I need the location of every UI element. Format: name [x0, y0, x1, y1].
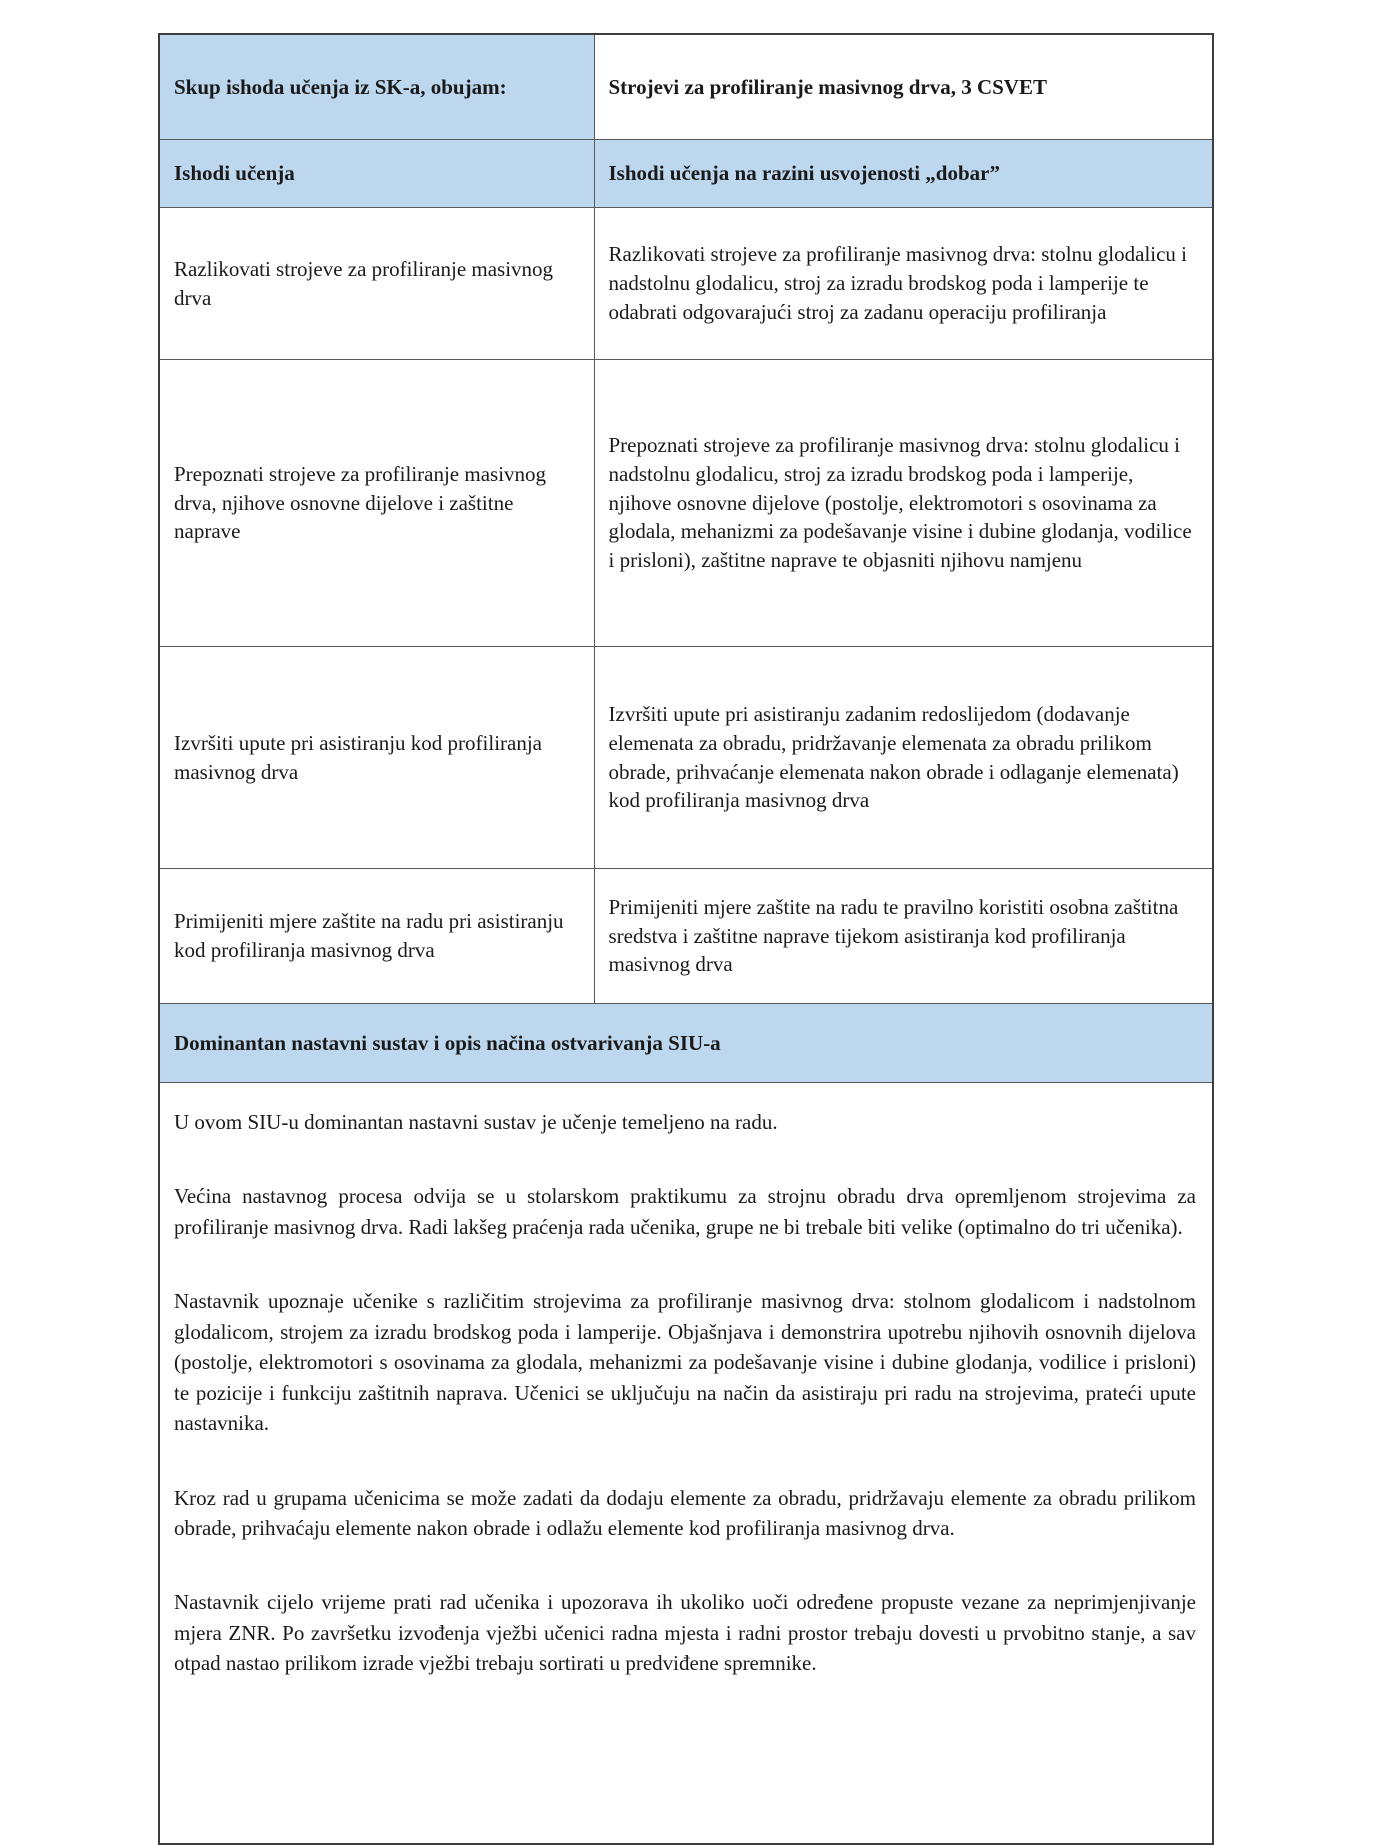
outcome-cell: Izvršiti upute pri asistiranju kod profiliranja masivnog drva: [159, 647, 594, 869]
table-row: [159, 869, 1213, 1004]
column-header-outcomes: Ishodi učenja: [159, 140, 594, 208]
outcome-detail-cell: Prepoznati strojeve za profiliranje masivnog drva: stolnu glodalicu i nadstolnu glodalicu, stroj za izradu brodskog poda i lamperije, njihove osnovne dijelove (postolje, elektromotori s osovinama za glodala, mehanizmi za podešavanje visine i dubine glodanja, vodilice i prisloni), zaštitne naprave te objasniti njihovu namjenu: [594, 360, 1213, 647]
section-body-row: [159, 1083, 1213, 1845]
outcome-detail-cell: Primijeniti mjere zaštite na radu te pravilno koristiti osobna zaštitna sredstva i zaštitne naprave tijekom asistiranja kod profiliranja masivnog drva: [594, 869, 1213, 1004]
outcome-cell: Prepoznati strojeve za profiliranje masivnog drva, njihove osnovne dijelove i zaštitne naprave: [159, 360, 594, 647]
column-header-row: [159, 140, 1213, 208]
section-paragraph: Većina nastavnog procesa odvija se u stolarskom praktikumu za strojnu obradu drva opremljenom strojevima za profiliranje masivnog drva. Radi lakšeg praćenja rada učenika, grupe ne bi trebale biti velike (optimalno do tri učenika).: [174, 1184, 1196, 1239]
outcome-detail-cell: Razlikovati strojeve za profiliranje masivnog drva: stolnu glodalicu i nadstolnu glodalicu, stroj za izradu brodskog poda i lamperije te odabrati odgovarajući stroj za zadanu operaciju profiliranja: [594, 208, 1213, 360]
outcome-set-label: Skup ishoda učenja iz SK-a, obujam:: [159, 34, 594, 140]
outcome-detail-cell: Izvršiti upute pri asistiranju zadanim redoslijedom (dodavanje elemenata za obradu, pridržavanje elemenata za obradu prilikom obrade, prihvaćanje elemenata nakon obrade i odlaganje elemenata) kod profiliranja masivnog drva: [594, 647, 1213, 869]
section-paragraph: Kroz rad u grupama učenicima se može zadati da dodaju elemente za obradu, pridržavaju elemente za obradu prilikom obrade, prihvaćaju elemente nakon obrade i odlažu elemente kod profiliranja masivnog drva.: [174, 1485, 1196, 1540]
section-paragraph: Nastavnik cijelo vrijeme prati rad učenika i upozorava ih ukoliko uoči određene propuste vezane za neprimjenjivanje mjera ZNR. Po završetku izvođenja vježbi učenici radna mjesta i radni prostor trebaju dovesti u prvobitno stanje, a sav otpad nastao prilikom izrade vježbi trebaju sortirati u predviđene spremnike.: [174, 1590, 1196, 1676]
table-row: [159, 208, 1213, 360]
outcome-cell: Primijeniti mjere zaštite na radu pri asistiranju kod profiliranja masivnog drva: [159, 869, 594, 1004]
table-row: [159, 647, 1213, 869]
outcome-cell: Razlikovati strojeve za profiliranje masivnog drva: [159, 208, 594, 360]
section-paragraph: U ovom SIU-u dominantan nastavni sustav je učenje temeljeno na radu.: [174, 1110, 778, 1134]
section-body: [159, 1083, 1213, 1845]
column-header-level: Ishodi učenja na razini usvojenosti „dobar”: [594, 140, 1213, 208]
table-row: [159, 360, 1213, 647]
learning-outcomes-table: [158, 33, 1214, 1845]
outcome-set-value: Strojevi za profiliranje masivnog drva, 3 CSVET: [594, 34, 1213, 140]
section-header-row: [159, 1004, 1213, 1083]
table-title-row: [159, 34, 1213, 140]
section-header: Dominantan nastavni sustav i opis načina ostvarivanja SIU-a: [159, 1004, 1213, 1083]
section-paragraph: Nastavnik upoznaje učenike s različitim strojevima za profiliranje masivnog drva: stolnom glodalicom i nadstolnom glodalicom, strojem za izradu brodskog poda i lamperije. Objašnjava i demonstrira upotrebu njihovih osnovnih dijelova (postolje, elektromotori s osovinama za glodala, mehanizmi za podešavanje visine i dubine glodanja, vodilice i prisloni) te pozicije i funkciju zaštitnih naprava. Učenici se uključuju na način da asistiraju pri radu na strojevima, prateći upute nastavnika.: [174, 1289, 1196, 1436]
